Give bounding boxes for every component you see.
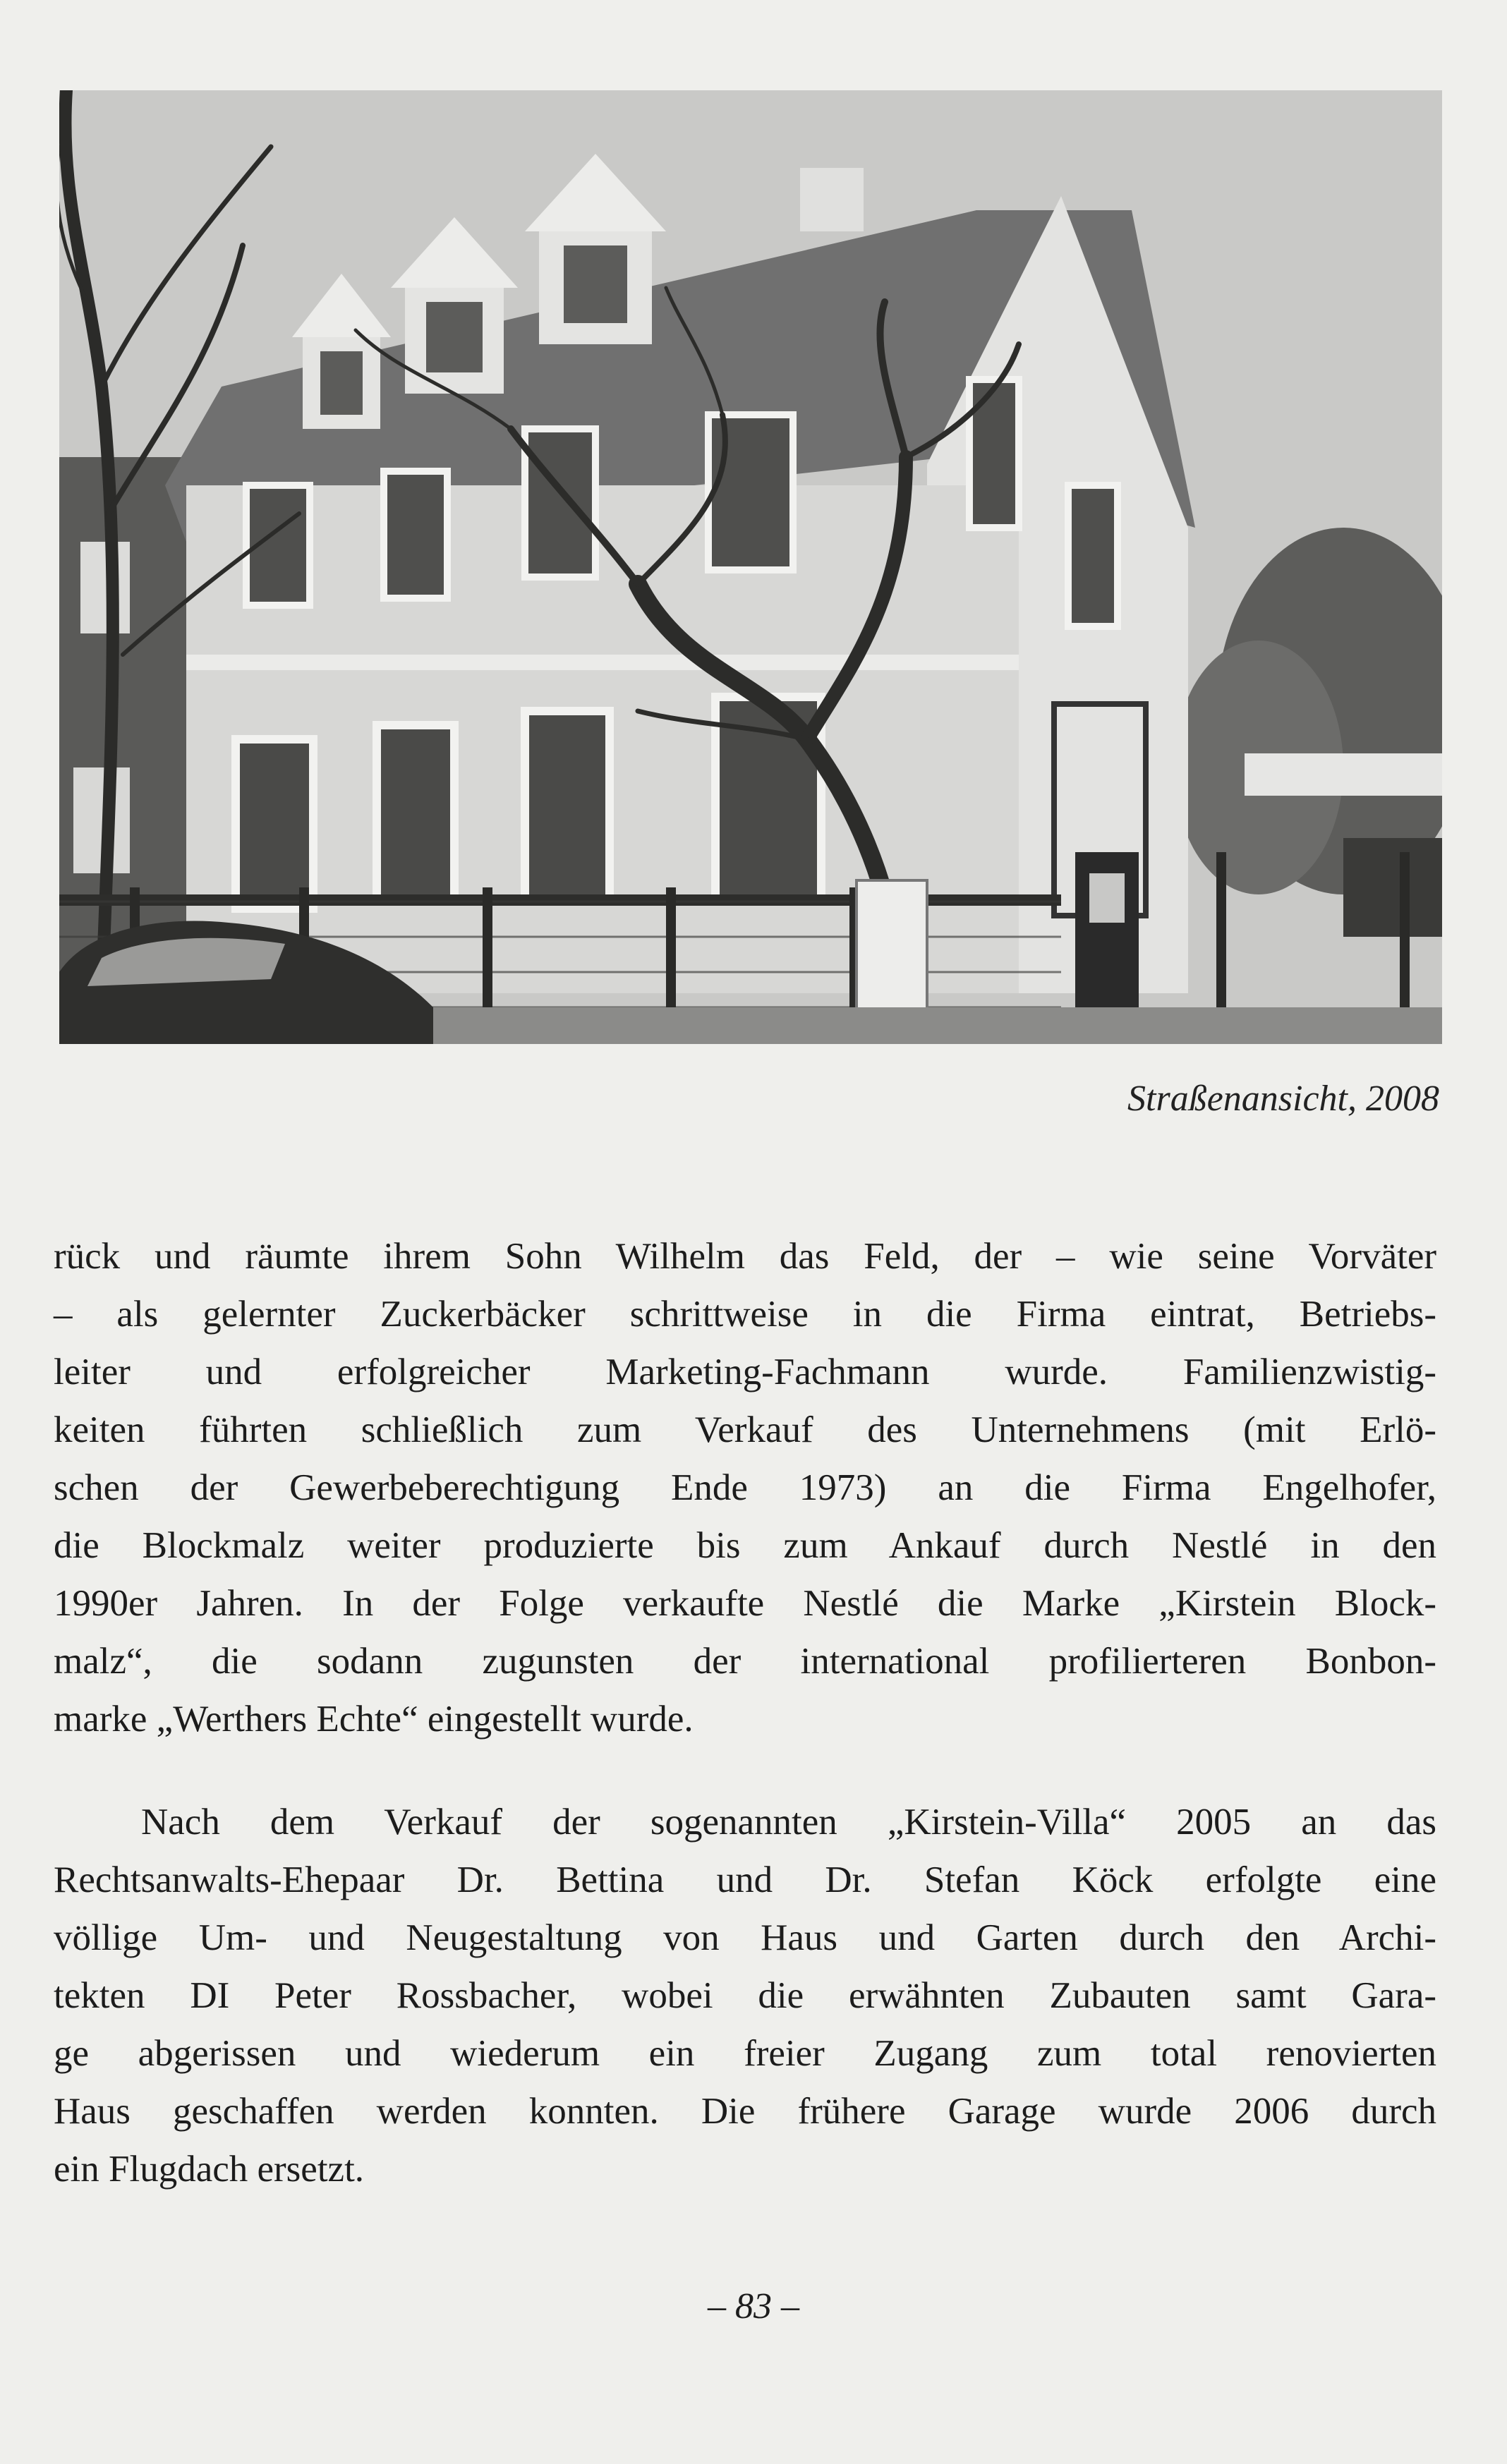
text-line: Nach dem Verkauf der sogenannten „Kirstein-Villa“ 2005 an das: [141, 1802, 1436, 1843]
street-view-photo: [59, 90, 1442, 1044]
text-line: rück und räumte ihrem Sohn Wilhelm das Feld, der – wie seine Vorväter: [54, 1236, 1436, 1277]
text-line: marke „Werthers Echte“ eingestellt wurde.: [54, 1699, 694, 1740]
text-line: ge abgerissen und wiederum ein freier Zugang zum total renovierten: [54, 2033, 1436, 2074]
paragraph-spacer: [54, 1748, 1436, 1793]
text-line: schen der Gewerbeberechtigung Ende 1973) an die Firma Engelhofer,: [54, 1467, 1436, 1508]
villa-photo-illustration: [59, 90, 1442, 1044]
text-line: – als gelernter Zuckerbäcker schrittweise in die Firma eintrat, Betriebs-: [54, 1294, 1436, 1335]
text-line: die Blockmalz weiter produzierte bis zum Ankauf durch Nestlé in den: [54, 1525, 1436, 1566]
text-line: tekten DI Peter Rossbacher, wobei die erwähnten Zubauten samt Gara-: [54, 1975, 1436, 2016]
body-text: [54, 1227, 1436, 2198]
text-line: Haus geschaffen werden konnten. Die frühere Garage wurde 2006 durch: [54, 2091, 1436, 2132]
text-line: Rechtsanwalts-Ehepaar Dr. Bettina und Dr. Stefan Köck erfolgte eine: [54, 1859, 1436, 1900]
text-line: malz“, die sodann zugunsten der international profilierteren Bonbon-: [54, 1641, 1436, 1682]
paragraph-2: [54, 1793, 1436, 2198]
text-line: 1990er Jahren. In der Folge verkaufte Nestlé die Marke „Kirstein Block-: [54, 1583, 1436, 1624]
photo-caption: Straßenansicht, 2008: [1127, 1079, 1439, 1119]
text-line: leiter und erfolgreicher Marketing-Fachmann wurde. Familienzwistig-: [54, 1352, 1436, 1392]
page-number: – 83 –: [708, 2286, 799, 2326]
text-line: ein Flugdach ersetzt.: [54, 2149, 365, 2190]
text-line: keiten führten schließlich zum Verkauf des Unternehmens (mit Erlö-: [54, 1409, 1436, 1450]
text-line: völlige Um- und Neugestaltung von Haus und Garten durch den Archi-: [54, 1917, 1436, 1958]
paragraph-1: [54, 1227, 1436, 1748]
